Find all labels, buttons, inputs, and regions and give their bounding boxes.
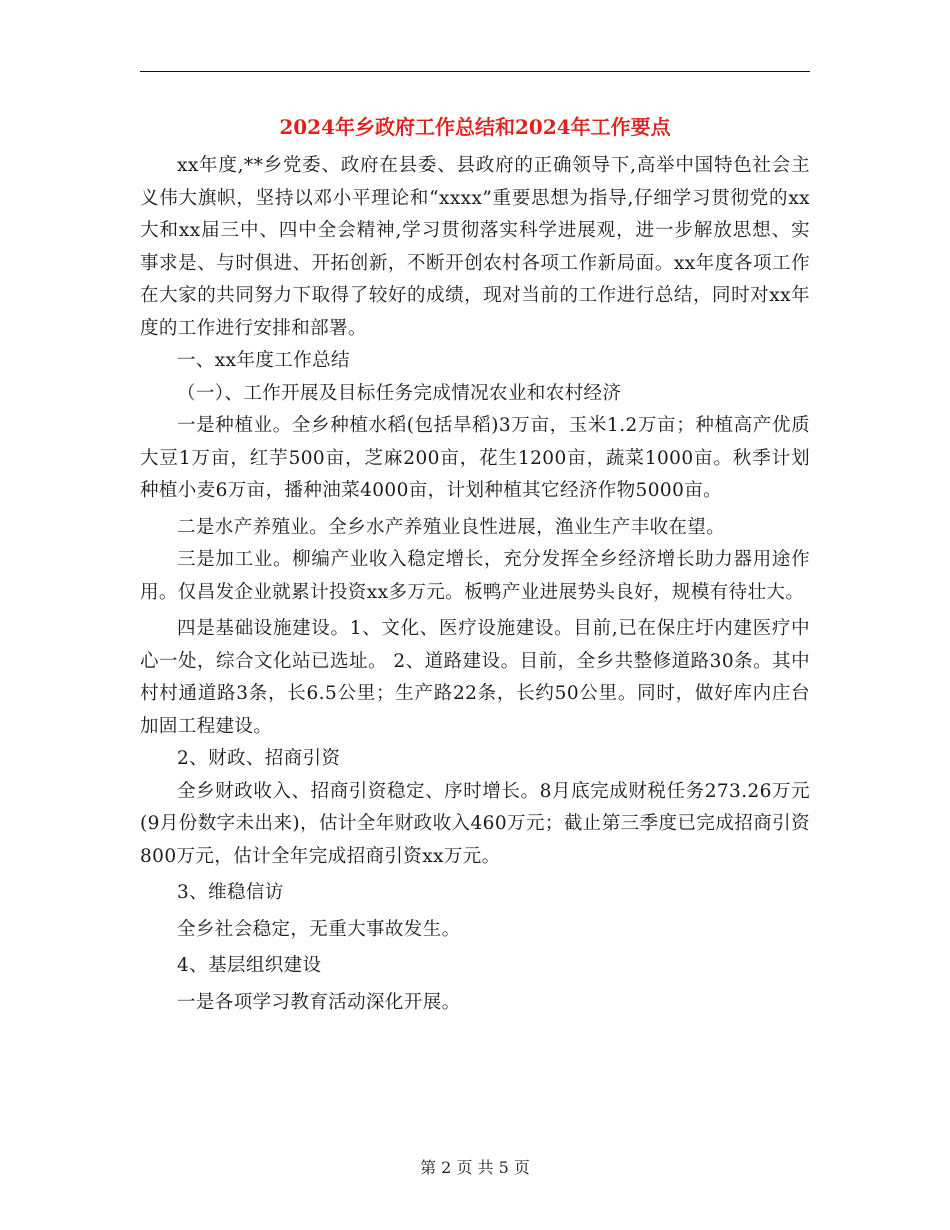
heading-section-1: 一、xx年度工作总结 [177, 350, 350, 371]
paragraph-organization: 一是各项学习教育活动深化开展。 [177, 991, 461, 1013]
paragraph-infrastructure: 四是基础设施建设。1、文化、医疗设施建设。目前,已在保庄圩内建医疗中心一处，综合文化站已选址。 2、道路建设。目前，全乡共整修道路30条。其中村村通道路3条，长6.5公里；生产路22条，长约50公里。同时，做好库内庄台加固工程建设。 [140, 618, 810, 737]
heading-stability: 3、维稳信访 [177, 882, 284, 903]
document-title: 2024年乡政府工作总结和2024年工作要点 [279, 115, 671, 139]
paragraph-planting: 一是种植业。全乡种植水稻(包括旱稻)3万亩，玉米1.2万亩；种植高产优质大豆1万亩，红芋500亩，芝麻200亩，花生1200亩，蔬菜1000亩。秋季计划种植小麦6万亩，播种油菜4000亩，计划种植其它经济作物5000亩。 [140, 415, 810, 501]
paragraph-intro: xx年度,**乡党委、政府在县委、县政府的正确领导下,高举中国特色社会主义伟大旗帜，坚持以邓小平理论和“xxxx”重要思想为指导,仔细学习贯彻党的xx大和xx届三中、四中全会精神,学习贯彻落实科学进展观，进一步解放思想、实事求是、与时俱进、开拓创新，不断开创农村各项工作新局面。xx年度各项工作在大家的共同努力下取得了较好的成绩，现对当前的工作进行总结，同时对xx年度的工作进行安排和部署。 [140, 155, 810, 339]
heading-finance: 2、财政、招商引资 [177, 748, 341, 769]
paragraph-aquaculture: 二是水产养殖业。全乡水产养殖业良性进展，渔业生产丰收在望。 [177, 516, 726, 538]
document-body [140, 150, 810, 1019]
page-number: 第 2 页 共 5 页 [420, 1158, 530, 1177]
paragraph-stability: 全乡社会稳定，无重大事故发生。 [177, 918, 461, 940]
heading-subsection-1: （一）、工作开展及目标任务完成情况农业和农村经济 [177, 382, 622, 404]
heading-organization: 4、基层组织建设 [177, 955, 322, 976]
header-rule [140, 71, 810, 72]
paragraph-finance: 全乡财政收入、招商引资稳定、序时增长。8月底完成财税任务273.26万元(9月份数字未出来)，估计全年财政收入460万元；截止第三季度已完成招商引资800万元，估计全年完成招商引资xx万元。 [140, 780, 810, 867]
paragraph-processing: 三是加工业。柳编产业收入稳定增长，充分发挥全乡经济增长助力器用途作用。仅昌发企业就累计投资xx多万元。板鸭产业进展势头良好，规模有待壮大。 [140, 549, 810, 603]
